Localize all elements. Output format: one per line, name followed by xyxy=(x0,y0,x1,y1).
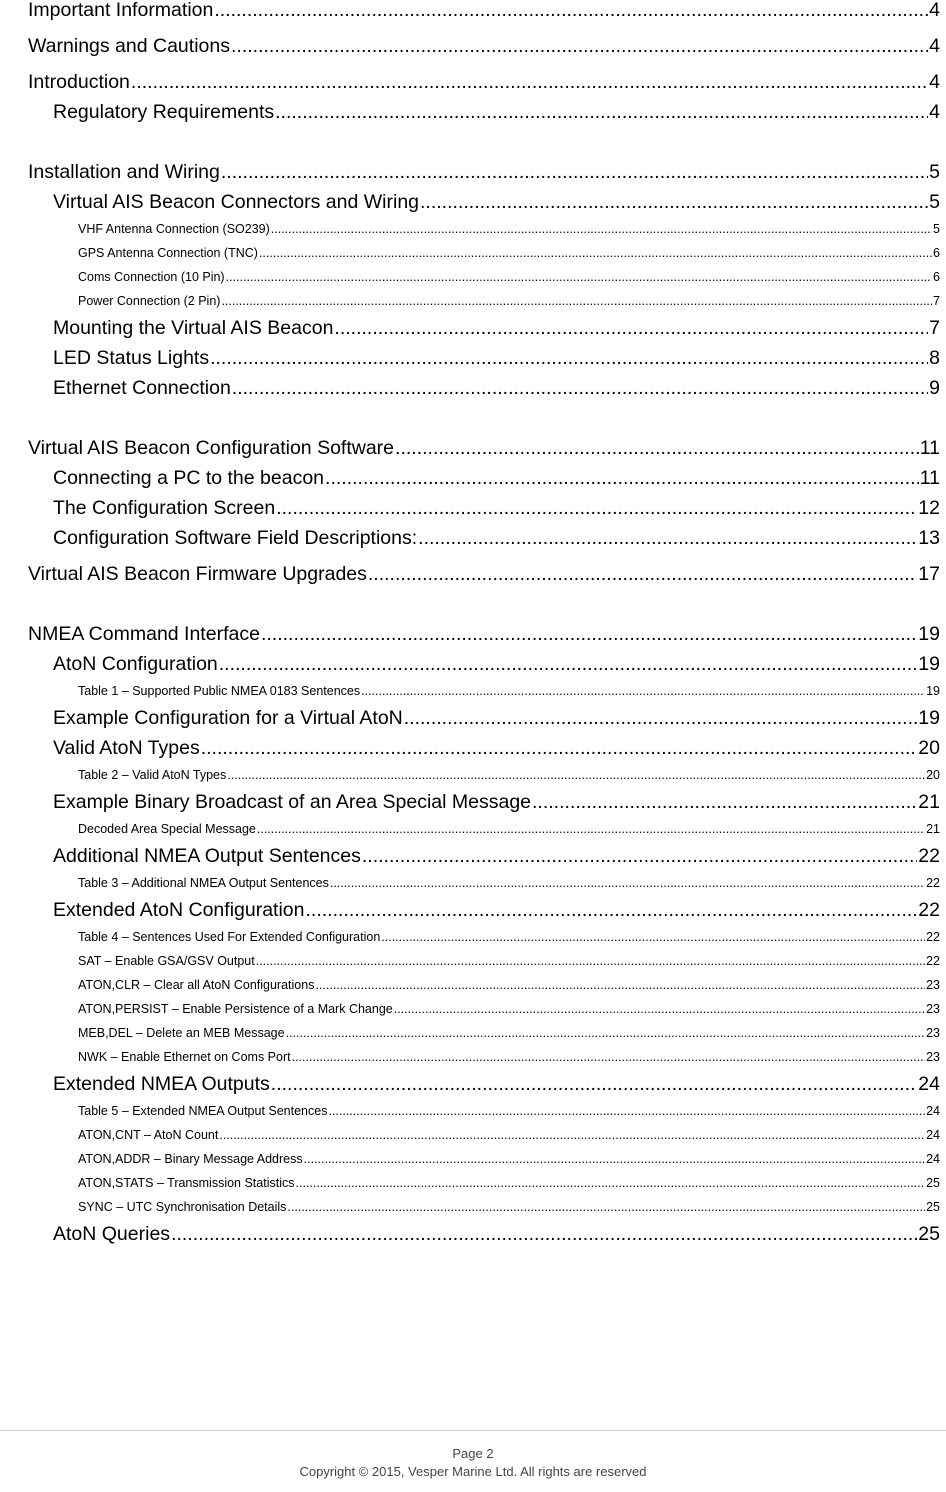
toc-entry-title: ATON,ADDR – Binary Message Address xyxy=(78,1152,303,1166)
footer-divider xyxy=(0,1430,946,1431)
toc-entry-page-number: 21 xyxy=(926,822,940,836)
toc-entry-title: ATON,CNT – AtoN Count xyxy=(78,1128,219,1142)
toc-dot-leader xyxy=(201,733,918,763)
toc-entry-page-number: 22 xyxy=(918,899,940,921)
toc-entry-page-number: 23 xyxy=(926,1026,940,1040)
toc-entry-page-number: 12 xyxy=(918,497,940,519)
toc-entry-title: Extended AtoN Configuration xyxy=(53,899,305,921)
toc-entry-title: Table 2 – Valid AtoN Types xyxy=(78,768,227,782)
toc-dot-leader xyxy=(325,463,919,493)
toc-dot-leader xyxy=(394,997,925,1021)
toc-entry-page-number: 25 xyxy=(926,1176,940,1190)
toc-entry-title: Example Configuration for a Virtual AtoN xyxy=(53,707,403,729)
toc-dot-leader xyxy=(306,895,918,925)
toc-entry-level-3[interactable] xyxy=(28,1021,940,1045)
toc-entry-level-2[interactable] xyxy=(28,649,940,679)
toc-entry-title: Extended NMEA Outputs xyxy=(53,1073,270,1095)
toc-entry-title: Coms Connection (10 Pin) xyxy=(78,270,225,284)
toc-entry-page-number: 23 xyxy=(926,1050,940,1064)
toc-dot-leader xyxy=(210,343,928,373)
toc-entry-title: VHF Antenna Connection (SO239) xyxy=(78,222,270,236)
toc-entry-page-number: 4 xyxy=(929,35,940,57)
toc-entry-level-3[interactable] xyxy=(28,1099,940,1123)
toc-dot-leader xyxy=(256,949,925,973)
toc-entry-level-1[interactable] xyxy=(28,0,940,25)
toc-entry-level-2[interactable] xyxy=(28,313,940,343)
toc-entry-level-2[interactable] xyxy=(28,463,940,493)
toc-entry-page-number: 11 xyxy=(919,437,940,459)
toc-dot-leader xyxy=(361,679,925,703)
toc-dot-leader xyxy=(131,67,928,97)
toc-entry-level-3[interactable] xyxy=(28,871,940,895)
toc-entry-page-number: 19 xyxy=(918,623,940,645)
toc-entry-page-number: 25 xyxy=(918,1223,940,1245)
toc-entry-level-2[interactable] xyxy=(28,523,940,553)
toc-entry-title: LED Status Lights xyxy=(53,347,210,369)
toc-dot-leader xyxy=(395,433,919,463)
toc-entry-level-1[interactable] xyxy=(28,619,940,649)
toc-dot-leader xyxy=(286,1021,926,1045)
toc-entry-page-number: 24 xyxy=(926,1128,940,1142)
toc-dot-leader xyxy=(381,925,925,949)
toc-entry-title: AtoN Configuration xyxy=(53,653,218,675)
toc-dot-leader xyxy=(171,1219,917,1249)
toc-dot-leader xyxy=(257,817,925,841)
toc-entry-page-number: 24 xyxy=(918,1073,940,1095)
toc-entry-level-2[interactable] xyxy=(28,187,940,217)
toc-entry-level-3[interactable] xyxy=(28,265,940,289)
toc-entry-level-3[interactable] xyxy=(28,763,940,787)
toc-entry-title: GPS Antenna Connection (TNC) xyxy=(78,246,258,260)
toc-entry-level-1[interactable] xyxy=(28,157,940,187)
toc-dot-leader xyxy=(304,1147,925,1171)
toc-entry-title: Virtual AIS Beacon Configuration Software xyxy=(28,437,395,459)
toc-entry-level-2[interactable] xyxy=(28,373,940,403)
toc-dot-leader xyxy=(418,523,917,553)
toc-entry-title: SYNC – UTC Synchronisation Details xyxy=(78,1200,287,1214)
toc-entry-title: Introduction xyxy=(28,71,130,93)
toc-entry-title: Table 1 – Supported Public NMEA 0183 Sentences xyxy=(78,684,361,698)
toc-entry-title: Mounting the Virtual AIS Beacon xyxy=(53,317,334,339)
toc-entry-level-3[interactable] xyxy=(28,289,940,313)
toc-entry-page-number: 7 xyxy=(929,317,940,339)
toc-dot-leader xyxy=(275,97,928,127)
toc-dot-leader xyxy=(219,649,918,679)
toc-dot-leader xyxy=(221,289,932,313)
table-of-contents xyxy=(28,0,940,1249)
toc-entry-level-1[interactable] xyxy=(28,67,940,97)
toc-entry-title: Connecting a PC to the beacon xyxy=(53,467,325,489)
toc-dot-leader xyxy=(226,265,932,289)
toc-entry-page-number: 9 xyxy=(929,377,940,399)
toc-entry-page-number: 24 xyxy=(926,1104,940,1118)
toc-entry-title: Regulatory Requirements xyxy=(53,101,275,123)
toc-entry-title: Installation and Wiring xyxy=(28,161,220,183)
toc-entry-page-number: 5 xyxy=(929,191,940,213)
toc-dot-leader xyxy=(214,0,928,25)
toc-dot-leader xyxy=(271,1069,918,1099)
toc-entry-title: Table 3 – Additional NMEA Output Sentences xyxy=(78,876,329,890)
toc-entry-level-1[interactable] xyxy=(28,559,940,589)
toc-entry-page-number: 23 xyxy=(926,1002,940,1016)
toc-entry-title: SAT – Enable GSA/GSV Output xyxy=(78,954,255,968)
toc-entry-title: Table 5 – Extended NMEA Output Sentences xyxy=(78,1104,328,1118)
toc-entry-level-3[interactable] xyxy=(28,217,940,241)
toc-entry-title: Virtual AIS Beacon Connectors and Wiring xyxy=(53,191,420,213)
toc-entry-level-3[interactable] xyxy=(28,949,940,973)
toc-entry-page-number: 19 xyxy=(918,653,940,675)
toc-entry-title: ATON,PERSIST – Enable Persistence of a Mark Change xyxy=(78,1002,393,1016)
toc-entry-level-3[interactable] xyxy=(28,973,940,997)
toc-entry-level-3[interactable] xyxy=(28,1195,940,1219)
toc-entry-title: The Configuration Screen xyxy=(53,497,276,519)
toc-entry-level-2[interactable] xyxy=(28,841,940,871)
toc-entry-level-3[interactable] xyxy=(28,1045,940,1069)
toc-entry-page-number: 4 xyxy=(929,0,940,21)
toc-entry-page-number: 6 xyxy=(933,270,940,284)
toc-dot-leader xyxy=(261,619,917,649)
toc-entry-title: Table 4 – Sentences Used For Extended Configuration xyxy=(78,930,381,944)
toc-dot-leader xyxy=(221,157,928,187)
toc-entry-page-number: 19 xyxy=(918,707,940,729)
toc-entry-page-number: 25 xyxy=(926,1200,940,1214)
toc-dot-leader xyxy=(368,559,917,589)
toc-dot-leader xyxy=(231,31,928,61)
toc-entry-page-number: 22 xyxy=(926,930,940,944)
toc-dot-leader xyxy=(219,1123,925,1147)
toc-dot-leader xyxy=(532,787,917,817)
toc-entry-page-number: 5 xyxy=(933,222,940,236)
toc-entry-level-2[interactable] xyxy=(28,493,940,523)
toc-entry-page-number: 20 xyxy=(918,737,940,759)
toc-entry-page-number: 20 xyxy=(926,768,940,782)
toc-entry-level-2[interactable] xyxy=(28,895,940,925)
toc-dot-leader xyxy=(420,187,928,217)
toc-entry-level-3[interactable] xyxy=(28,817,940,841)
toc-entry-level-2[interactable] xyxy=(28,1069,940,1099)
toc-entry-page-number: 22 xyxy=(926,876,940,890)
toc-entry-level-2[interactable] xyxy=(28,733,940,763)
toc-entry-title: AtoN Queries xyxy=(53,1223,171,1245)
toc-entry-title: ATON,STATS – Transmission Statistics xyxy=(78,1176,295,1190)
footer-copyright: Copyright © 2015, Vesper Marine Ltd. All rights are reserved xyxy=(299,1464,647,1479)
toc-dot-leader xyxy=(259,241,932,265)
toc-entry-page-number: 13 xyxy=(918,527,940,549)
footer-page-number: Page 2 xyxy=(452,1446,494,1461)
toc-entry-level-2[interactable] xyxy=(28,1219,940,1249)
toc-entry-page-number: 6 xyxy=(933,246,940,260)
toc-dot-leader xyxy=(334,313,928,343)
toc-entry-level-3[interactable] xyxy=(28,1171,940,1195)
toc-dot-leader xyxy=(330,871,925,895)
toc-entry-title: Valid AtoN Types xyxy=(53,737,200,759)
toc-entry-title: Virtual AIS Beacon Firmware Upgrades xyxy=(28,563,367,585)
toc-entry-level-3[interactable] xyxy=(28,925,940,949)
toc-dot-leader xyxy=(271,217,932,241)
toc-dot-leader xyxy=(292,1045,925,1069)
toc-entry-page-number: 17 xyxy=(918,563,940,585)
toc-entry-level-3[interactable] xyxy=(28,679,940,703)
toc-dot-leader xyxy=(227,763,925,787)
toc-entry-title: Important Information xyxy=(28,0,214,21)
toc-dot-leader xyxy=(232,373,928,403)
toc-entry-title: Configuration Software Field Descriptions: xyxy=(53,527,418,549)
toc-dot-leader xyxy=(404,703,918,733)
toc-entry-level-3[interactable] xyxy=(28,241,940,265)
toc-entry-page-number: 19 xyxy=(926,684,940,698)
toc-dot-leader xyxy=(328,1099,925,1123)
toc-entry-title: Example Binary Broadcast of an Area Special Message xyxy=(53,791,532,813)
toc-entry-level-3[interactable] xyxy=(28,1123,940,1147)
toc-entry-level-1[interactable] xyxy=(28,433,940,463)
toc-dot-leader xyxy=(287,1195,925,1219)
toc-dot-leader xyxy=(362,841,917,871)
toc-entry-page-number: 24 xyxy=(926,1152,940,1166)
toc-entry-page-number: 5 xyxy=(929,161,940,183)
toc-entry-page-number: 8 xyxy=(929,347,940,369)
toc-entry-level-2[interactable] xyxy=(28,787,940,817)
toc-entry-page-number: 23 xyxy=(926,978,940,992)
toc-entry-page-number: 7 xyxy=(933,294,940,308)
toc-entry-level-3[interactable] xyxy=(28,1147,940,1171)
toc-dot-leader xyxy=(296,1171,926,1195)
toc-entry-title: Power Connection (2 Pin) xyxy=(78,294,221,308)
toc-entry-page-number: 22 xyxy=(926,954,940,968)
toc-entry-level-3[interactable] xyxy=(28,997,940,1021)
toc-entry-title: NWK – Enable Ethernet on Coms Port xyxy=(78,1050,291,1064)
toc-entry-title: ATON,CLR – Clear all AtoN Configurations xyxy=(78,978,315,992)
toc-entry-title: Ethernet Connection xyxy=(53,377,231,399)
toc-dot-leader xyxy=(315,973,925,997)
toc-entry-title: Additional NMEA Output Sentences xyxy=(53,845,361,867)
toc-entry-page-number: 22 xyxy=(918,845,940,867)
toc-entry-title: Decoded Area Special Message xyxy=(78,822,256,836)
toc-entry-level-2[interactable] xyxy=(28,97,940,127)
toc-entry-level-2[interactable] xyxy=(28,703,940,733)
toc-entry-title: NMEA Command Interface xyxy=(28,623,260,645)
toc-entry-level-2[interactable] xyxy=(28,343,940,373)
toc-dot-leader xyxy=(276,493,917,523)
toc-entry-title: Warnings and Cautions xyxy=(28,35,230,57)
toc-entry-page-number: 4 xyxy=(929,71,940,93)
toc-entry-page-number: 11 xyxy=(919,467,940,489)
toc-entry-page-number: 4 xyxy=(929,101,940,123)
toc-entry-title: MEB,DEL – Delete an MEB Message xyxy=(78,1026,285,1040)
toc-entry-level-1[interactable] xyxy=(28,31,940,61)
toc-entry-page-number: 21 xyxy=(918,791,940,813)
